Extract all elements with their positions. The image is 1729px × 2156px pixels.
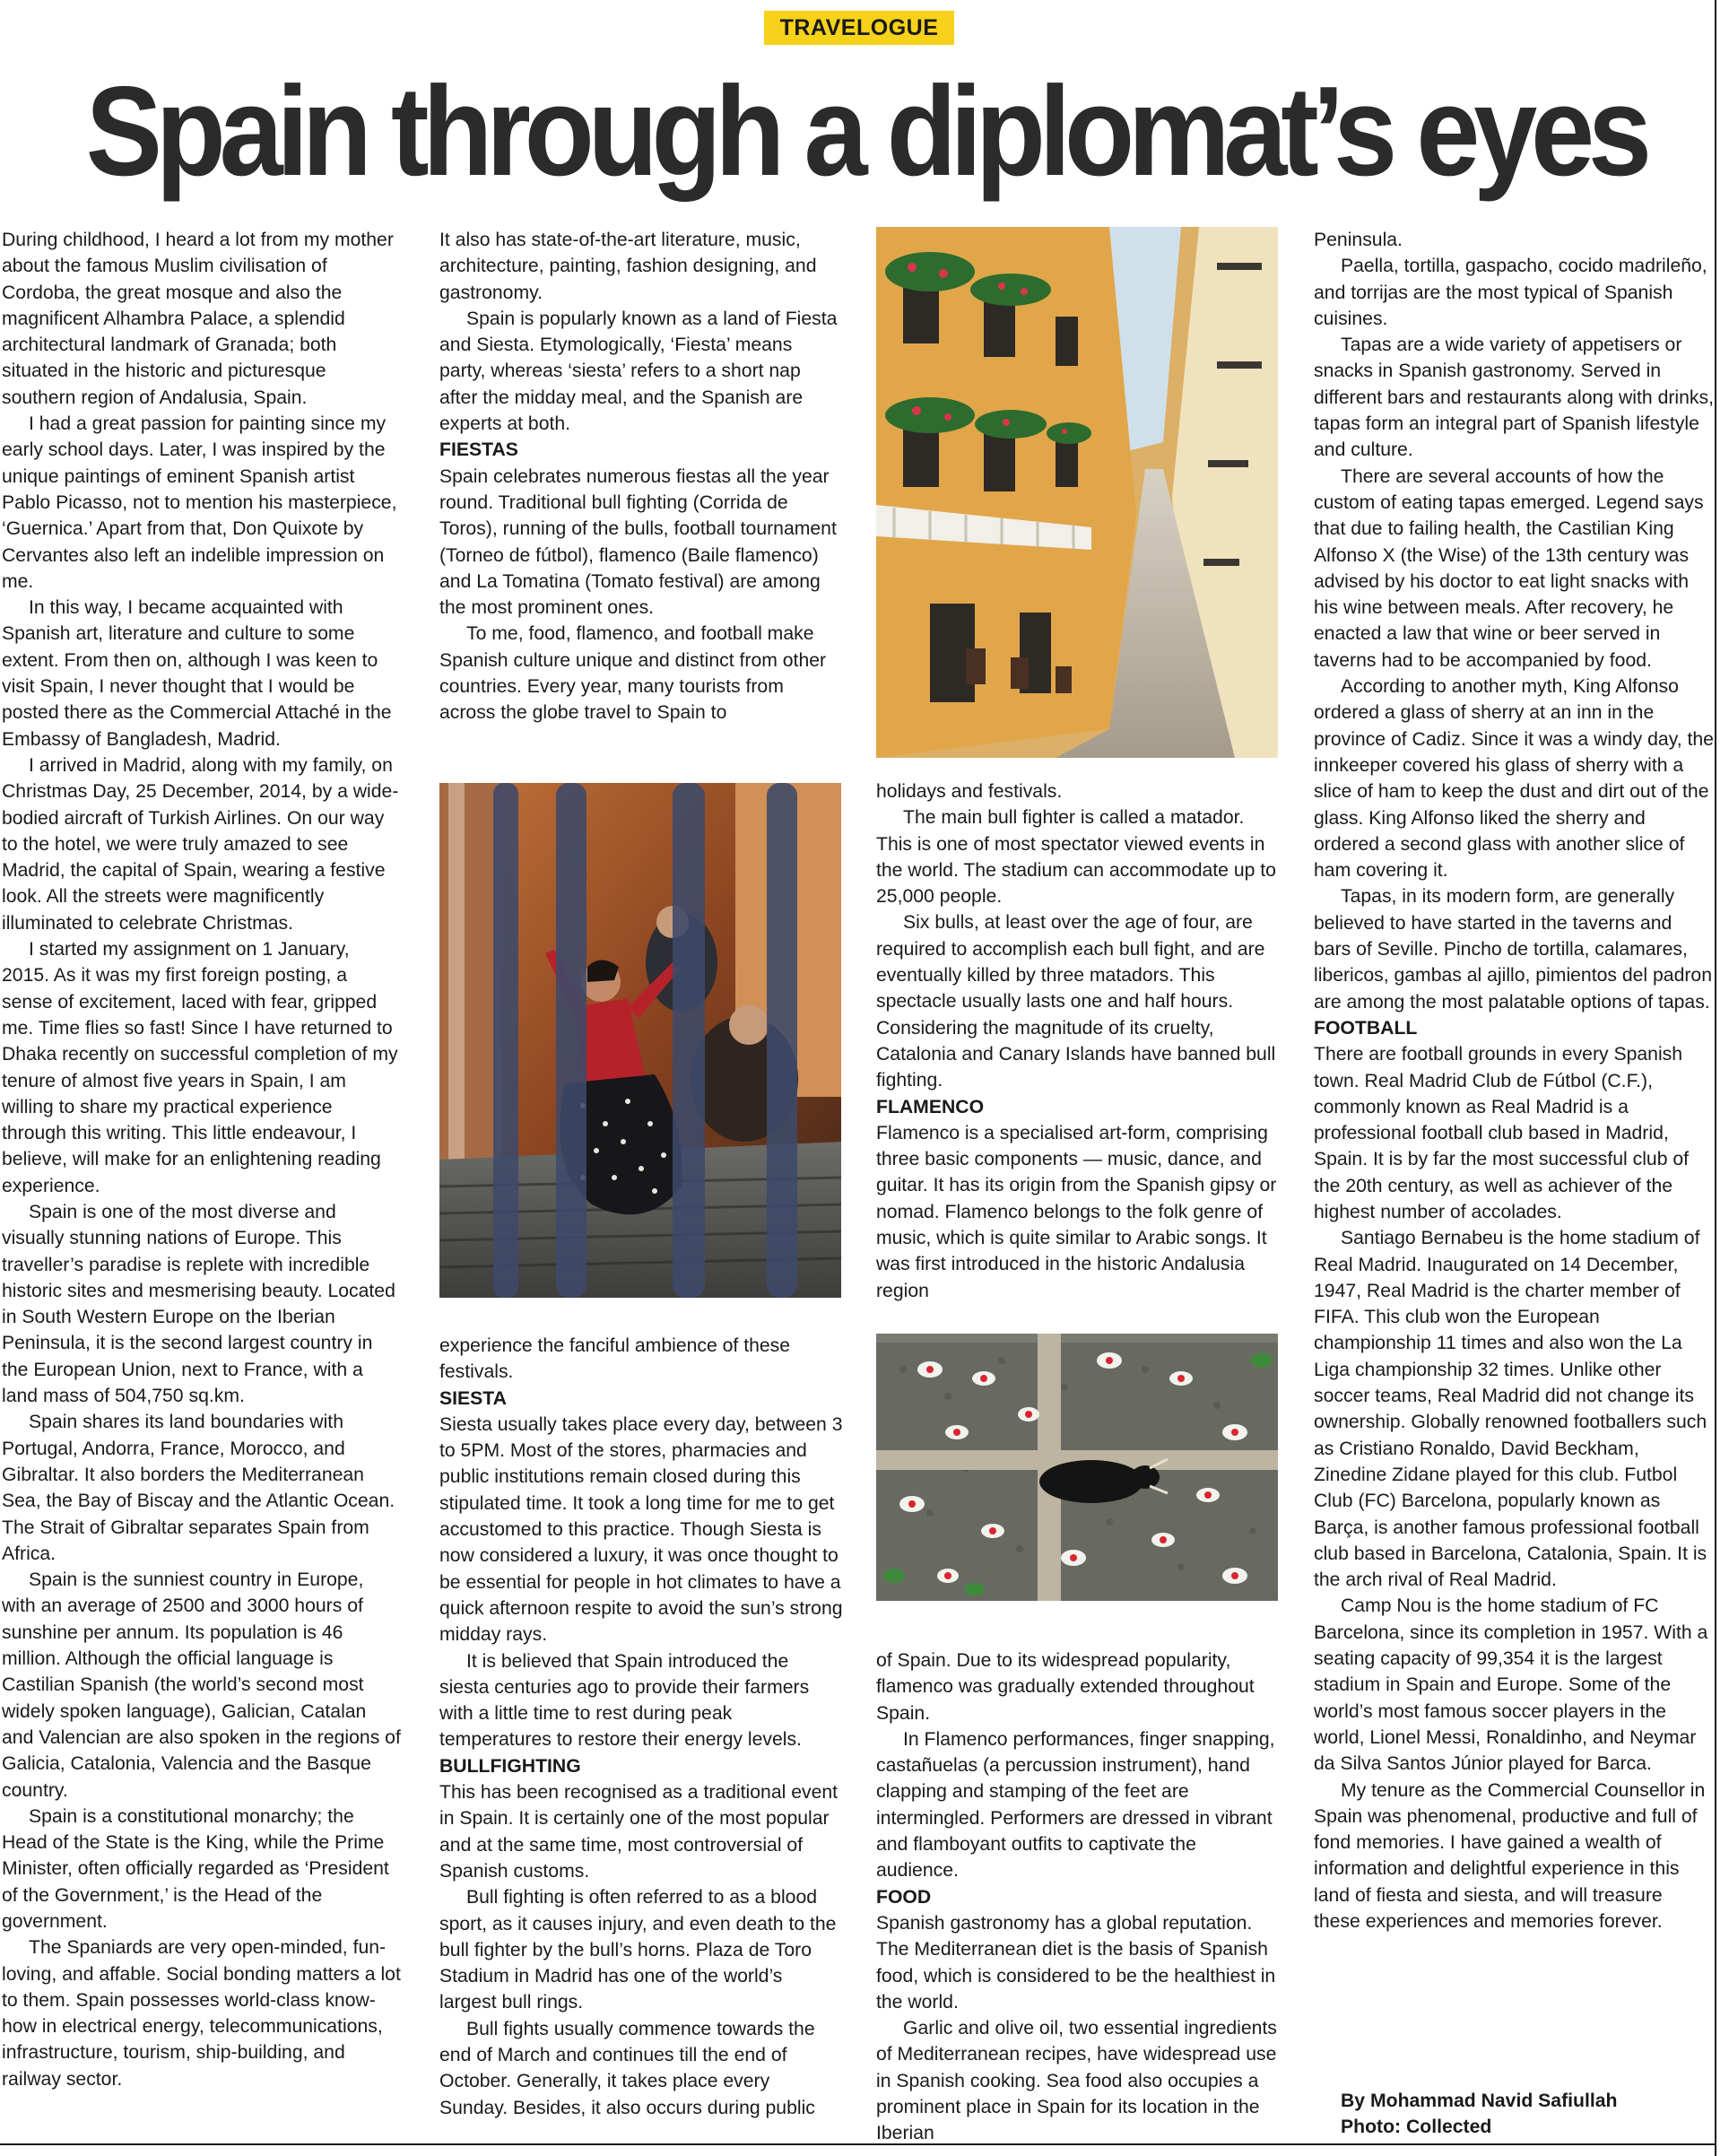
article-column-4 [1314, 227, 1714, 2065]
paragraph: of Spain. Due to its widespread popularity, flamenco was gradually extended throughout Spain. [876, 1650, 1255, 1724]
article-column-1 [2, 227, 402, 2146]
paragraph: There are football grounds in every Spanish town. Real Madrid Club de Fútbol (C.F.), commonly known as Real Madrid is a professional football club based in Madrid, Spain. It is by far the most successful club of the 20th century, as well as achiever of the highest number of accolades. [1314, 1044, 1690, 1222]
paragraph: To me, food, flamenco, and football make Spanish culture unique and distinct from other countries. Every year, many tourists from across the globe travel to Spain to [439, 623, 827, 724]
article-column-3-bottom [876, 1647, 1280, 2145]
paragraph: Spain is a constitutional monarchy; the Head of the State is the King, while the Prime Minister, often officially regarded as ‘President of the Government,’ is the Head of the government. [2, 1805, 389, 1932]
paragraph: My tenure as the Commercial Counsellor in Spain was phenomenal, productive and full of fond memories. I have gained a wealth of information and delightful experience in this land of fiesta and siesta, and will treasure these experiences and memories forever. [1314, 1779, 1706, 1932]
running-of-the-bulls-photo [876, 1334, 1278, 1601]
paragraph: Spain is one of the most diverse and visually stunning nations of Europe. This traveller’s paradise is replete with incredible historic sites and mesmerising beauty. Located in South Western Europe on the Iberian Peninsula, it is the second largest country in the European Union, next to France, with a land mass of 504,750 sq.km. [2, 1201, 395, 1407]
paragraph: In Flamenco performances, finger snapping, castañuelas (a percussion instrument), hand clapping and stamping of the feet are intermingled. Performers are dressed in vibrant and flamboyant outfits to captivate the audience. [876, 1728, 1275, 1882]
paragraph: Six bulls, at least over the age of four, are required to accomplish each bull fight, and are eventually killed by three matadors. This spectacle usually lasts one and half hours. Considering the magnitude of its cruelty, Catalonia and Canary Islands have banned bull fighting. [876, 912, 1276, 1091]
paragraph: The Spaniards are very open-minded, fun-loving, and affable. Social bonding matters a lot to them. Spain possesses world-class know-how in electrical energy, telecommunications, infrastructure, tourism, ship-building, and railway sector. [2, 1937, 401, 2090]
paragraph: I started my assignment on 1 January, 2015. As it was my first foreign posting, a sense of excitement, laced with fear, gripped me. Time flies so fast! Since I have returned to Dhaka recently on successful completion of my tenure of almost five years in Spain, I am willing to share my practical experience through this writing. This little endeavour, I believe, will make for an enlightening reading experience. [2, 939, 398, 1196]
subheading: BULLFIGHTING [439, 1755, 581, 1777]
paragraph: Tapas are a wide variety of appetisers or snacks in Spanish gastronomy. Served in different bars and restaurants along with drinks, tapas form an integral part of Spanish lifestyle and culture. [1314, 335, 1714, 461]
paragraph: Spain is popularly known as a land of Fiesta and Siesta. Etymologically, ‘Fiesta’ means party, whereas ‘siesta’ refers to a short nap after the midday meal, and the Spanish are experts at both. [439, 308, 838, 435]
section-label: TRAVELOGUE [764, 11, 954, 45]
paragraph: Tapas, in its modern form, are generally believed to have started in the taverns and bars of Seville. Pincho de tortilla, calamares, libericos, gambas al ajillo, pimientos del padron are among the most palatable options of tapas. [1314, 886, 1712, 1013]
paragraph: Bull fights usually commence towards the end of March and continues till the end of October. Generally, it takes place every Sunday. Besides, it also occurs during public [439, 2018, 815, 2118]
street-alley-photo [876, 227, 1278, 758]
paragraph: Flamenco is a specialised art-form, comprising three basic components — music, dance, and guitar. It has its origin from the Spanish gipsy or nomad. Flamenco belongs to the folk genre of music, which is quite similar to Arabic songs. It was first introduced in the historic Andalusia region [876, 1122, 1277, 1301]
paragraph: The main bull fighter is called a matador. This is one of most spectator viewed events in the world. The stadium can accommodate up to 25,000 people. [876, 807, 1276, 908]
paragraph: Camp Nou is the home stadium of FC Barcelona, since its completion in 1957. With a seating capacity of 99,354 it is the largest stadium in Spain and Europe. Some of the world’s most famous soccer players in the world, Lionel Messi, Ronaldinho, and Neymar da Silva Santos Júnior played for Barca. [1314, 1595, 1708, 1775]
paragraph: Spain celebrates numerous fiestas all the year round. Traditional bull fighting (Corrida de Toros), running of the bulls, football tournament (Torneo de fútbol), flamenco (Baile flamenco) and La Tomatina (Tomato festival) are among the most prominent ones. [439, 465, 837, 619]
subheading: FOOTBALL [1314, 1017, 1418, 1039]
right-border-rule [1715, 0, 1716, 2156]
paragraph: I had a great passion for painting since my early school days. Later, I was inspired by the unique paintings of eminent Spanish artist Pablo Picasso, not to mention his masterpiece, ‘Guernica.’ Apart from that, Don Quixote by Cervantes also left an indelible impression on me. [2, 413, 397, 592]
paragraph: Spain is the sunniest country in Europe, with an average of 2500 and 3000 hours of sunshine per annum. Its population is 46 million. Although the official language is Castilian Spanish (the world’s second most widely spoken language), Galician, Catalan and Valencian are also spoken in the regions of Galicia, Catalonia, Valencia and the Basque country. [2, 1569, 401, 1801]
article-column-3-top [876, 778, 1280, 1309]
paragraph: According to another myth, King Alfonso ordered a glass of sherry at an inn in the province of Cadiz. Since it was a windy day, the innkeeper covered his glass of sherry with a slice of ham to keep the dust and dirt out of the glass. King Alfonso liked the sherry and ordered a second glass with another slice of ham covering it. [1314, 676, 1714, 882]
paragraph: It is believed that Spain introduced the siesta centuries ago to provide their farmers with a little time to rest during peak temperatures to restore their energy levels. [439, 1650, 810, 1751]
paragraph: This has been recognised as a traditional event in Spain. It is certainly one of the most popular and at the same time, most controversial of Spanish customs. [439, 1782, 838, 1882]
paragraph: It also has state-of-the-art literature, music, architecture, painting, fashion designing, and gastronomy. [439, 230, 817, 303]
paragraph: There are several accounts of how the custom of eating tapas emerged. Legend says that due to failing health, the Castilian King Alfonso X (the Wise) of the 13th century was advised by his doctor to eat light snacks with his wine between meals. After recovery, he enacted a law that wine or beer served in taverns had to be accompanied by food. [1314, 465, 1704, 671]
article-column-2-top [439, 227, 843, 760]
paragraph: holidays and festivals. [876, 781, 1063, 802]
page-headline: Spain through a diplomat’s eyes [85, 60, 1646, 203]
paragraph: Paella, tortilla, gaspacho, cocido madrileño, and torrijas are the most typical of Spanish cuisines. [1314, 256, 1707, 329]
subheading: FIESTAS [439, 439, 518, 461]
paragraph: During childhood, I heard a lot from my mother about the famous Muslim civilisation of Cordoba, the great mosque and also the magnificent Alhambra Palace, a splendid architectural landmark of Granada; both situated in the historic and picturesque southern region of Andalusia, Spain. [2, 230, 394, 408]
paragraph: Bull fighting is often referred to as a blood sport, as it causes injury, and even death to the bull fighter by the bull’s horns. Plaza de Toro Stadium in Madrid has one of the world’s largest bull rings. [439, 1887, 837, 2013]
paragraph: Spanish gastronomy has a global reputation. The Mediterranean diet is the basis of Spanish food, which is considered to be the healthiest in the world. [876, 1912, 1276, 2013]
paragraph: Peninsula. [1314, 230, 1403, 250]
subheading: FLAMENCO [876, 1096, 985, 1117]
photo-credit: Photo: Collected [1341, 2117, 1492, 2138]
byline [1314, 2088, 1714, 2145]
author-credit: By Mohammad Navid Safiullah [1341, 2091, 1618, 2111]
paragraph: In this way, I became acquainted with Spanish art, literature and culture to some extent. From then on, although I was keen to visit Spain, I never thought that I would be posted there as the Commercial Attaché in the Embassy of Bangladesh, Madrid. [2, 597, 392, 750]
paragraph: Siesta usually takes place every day, between 3 to 5PM. Most of the stores, pharmacies and public institutions remain closed during this stipulated time. It took a long time for me to get accustomed to this practice. Though Siesta is now considered a luxury, it was once thought to be essential for people in hot climates to have a quick afternoon respite to avoid the sun’s strong midday rays. [439, 1413, 843, 1646]
subheading: FOOD [876, 1886, 932, 1908]
subheading: SIESTA [439, 1387, 507, 1409]
flamenco-dancer-photo [439, 783, 841, 1298]
article-column-2-bottom [439, 1333, 843, 2145]
paragraph: Spain shares its land boundaries with Portugal, Andorra, France, Morocco, and Gibraltar. It also borders the Mediterranean Sea, the Bay of Biscay and the Atlantic Ocean. The Strait of Gibraltar separates Spain from Africa. [2, 1412, 395, 1564]
paragraph: Garlic and olive oil, two essential ingredients of Mediterranean recipes, have widespread use in Spanish cooking. Sea food also occupies a prominent place in Spain for its location in the Iberian [876, 2018, 1277, 2144]
paragraph: Santiago Bernabeu is the home stadium of Real Madrid. Inaugurated on 14 December, 1947, Real Madrid is the charter member of FIFA. This club won the European championship 11 times and also won the La Liga championship 32 times. Unlike other soccer teams, Real Madrid did not change its ownership. Globally renowned footballers such as Cristiano Ronaldo, David Beckham, Zinedine Zidane played for this club. Futbol Club (FC) Barcelona, popularly known as Barça, is another famous professional football club based in Barcelona, Catalonia, Spain. It is the arch rival of Real Madrid. [1314, 1228, 1707, 1591]
paragraph: experience the fanciful ambience of these festivals. [439, 1335, 791, 1383]
paragraph: I arrived in Madrid, along with my family, on Christmas Day, 25 December, 2014, by a wide-bodied aircraft of Turkish Airlines. On our way to the hotel, we were truly amazed to see Madrid, the capital of Spain, wearing a festive look. All the streets were magnificently illuminated to celebrate Christmas. [2, 754, 399, 934]
